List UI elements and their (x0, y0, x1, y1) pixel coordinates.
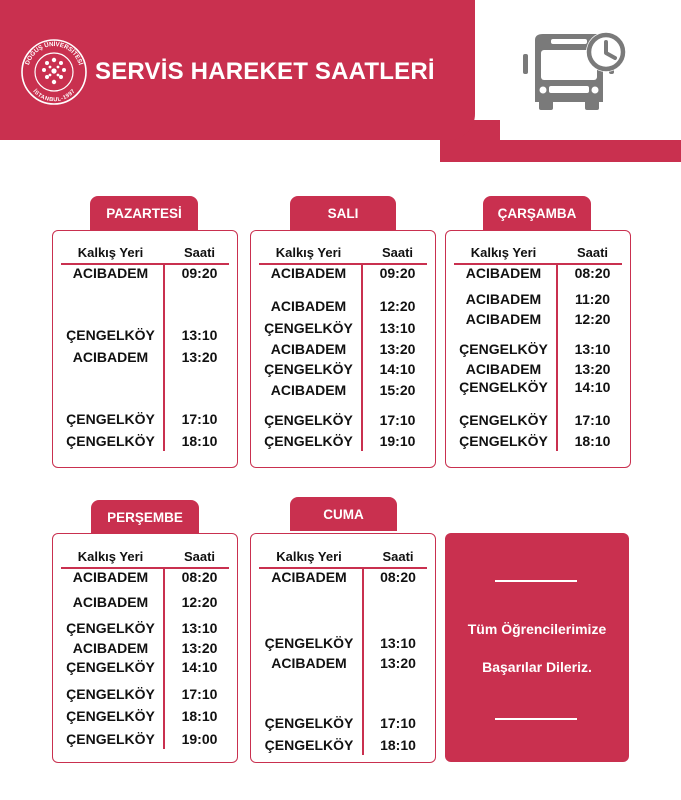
column-header-time: Saati (576, 245, 609, 260)
departure-time: 08:20 (181, 569, 218, 585)
departure-time: 18:10 (181, 708, 218, 724)
column-header-time: Saati (382, 549, 414, 564)
departure-time: 17:10 (380, 715, 416, 731)
departure-place: ACIBADEM (72, 569, 149, 585)
page-title: SERVİS HAREKET SAATLERİ (95, 58, 435, 85)
header-stripe (473, 140, 681, 162)
day-tab: PAZARTESİ (90, 196, 198, 230)
departure-time: 19:00 (181, 731, 218, 747)
departure-place: ACIBADEM (465, 265, 542, 281)
departure-time: 08:20 (380, 569, 416, 585)
day-tab: PERŞEMBE (91, 500, 199, 534)
departure-place: ACIBADEM (72, 265, 149, 281)
column-divider (163, 263, 165, 451)
departure-time: 13:20 (379, 341, 416, 357)
departure-time: 12:20 (181, 594, 218, 610)
departure-place: ÇENGELKÖY (459, 341, 548, 357)
departure-time: 17:10 (181, 686, 218, 702)
column-divider (362, 567, 364, 755)
day-tab: SALI (290, 196, 396, 230)
departure-place: ÇENGELKÖY (66, 686, 155, 702)
svg-text:DOĞUŞ ÜNİVERSİTESİ: DOĞUŞ ÜNİVERSİTESİ (24, 40, 84, 66)
departure-place: ACIBADEM (72, 594, 149, 610)
departure-place: ACIBADEM (465, 361, 542, 377)
column-header-place: Kalkış Yeri (470, 245, 537, 260)
departure-time: 08:20 (574, 265, 611, 281)
departure-place: ÇENGELKÖY (264, 715, 354, 731)
departure-time: 13:20 (181, 349, 218, 365)
departure-place: ÇENGELKÖY (66, 659, 155, 675)
departure-time: 12:20 (574, 311, 611, 327)
day-tab: CUMA (290, 497, 397, 531)
departure-place: ÇENGELKÖY (66, 327, 155, 343)
departure-time: 18:10 (181, 433, 218, 449)
departure-time: 13:10 (380, 635, 416, 651)
departure-time: 17:10 (181, 411, 218, 427)
departure-place: ACIBADEM (270, 341, 347, 357)
departure-place: ACIBADEM (270, 382, 347, 398)
departure-place: ACIBADEM (271, 655, 347, 671)
departure-place: ÇENGELKÖY (66, 731, 155, 747)
departure-place: ACIBADEM (72, 640, 149, 656)
departure-time: 17:10 (379, 412, 416, 428)
departure-time: 18:10 (574, 433, 611, 449)
departure-time: 13:10 (379, 320, 416, 336)
departure-place: ÇENGELKÖY (459, 379, 548, 395)
departure-place: ACIBADEM (270, 265, 347, 281)
departure-time: 09:20 (379, 265, 416, 281)
departure-time: 18:10 (380, 737, 416, 753)
message-box (445, 533, 629, 762)
departure-place: ÇENGELKÖY (66, 620, 155, 636)
column-header-time: Saati (381, 245, 414, 260)
departure-time: 13:10 (574, 341, 611, 357)
departure-place: ACIBADEM (271, 569, 347, 585)
departure-place: ÇENGELKÖY (264, 412, 353, 428)
departure-time: 13:20 (380, 655, 416, 671)
message-divider-top (495, 580, 577, 582)
departure-place: ÇENGELKÖY (459, 412, 548, 428)
departure-time: 13:10 (181, 620, 218, 636)
message-line-2: Başarılar Dileriz. (482, 659, 592, 675)
bus-clock-icon (523, 28, 629, 110)
departure-time: 12:20 (379, 298, 416, 314)
departure-place: ÇENGELKÖY (66, 433, 155, 449)
column-header-time: Saati (183, 245, 216, 260)
message-divider-bottom (495, 718, 577, 720)
departure-place: ÇENGELKÖY (66, 411, 155, 427)
departure-place: ÇENGELKÖY (264, 320, 353, 336)
departure-time: 14:10 (379, 361, 416, 377)
day-tab: ÇARŞAMBA (483, 196, 591, 230)
departure-time: 13:20 (181, 640, 218, 656)
column-divider (361, 263, 363, 451)
column-divider (556, 263, 558, 451)
departure-place: ÇENGELKÖY (264, 635, 354, 651)
departure-time: 13:10 (181, 327, 218, 343)
departure-place: ACIBADEM (270, 298, 347, 314)
departure-place: ÇENGELKÖY (264, 433, 353, 449)
departure-place: ACIBADEM (72, 349, 149, 365)
departure-time: 13:20 (574, 361, 611, 377)
column-header-place: Kalkış Yeri (275, 245, 342, 260)
column-header-time: Saati (183, 549, 216, 564)
university-logo (20, 38, 88, 106)
message-line-1: Tüm Öğrencilerimize (467, 621, 607, 637)
column-header-place: Kalkış Yeri (77, 549, 144, 564)
departure-place: ÇENGELKÖY (264, 361, 353, 377)
departure-place: ÇENGELKÖY (66, 708, 155, 724)
departure-time: 14:10 (181, 659, 218, 675)
departure-place: ACIBADEM (465, 291, 542, 307)
column-divider (163, 567, 165, 749)
departure-place: ÇENGELKÖY (459, 433, 548, 449)
departure-time: 09:20 (181, 265, 218, 281)
departure-time: 15:20 (379, 382, 416, 398)
column-header-place: Kalkış Yeri (77, 245, 144, 260)
departure-place: ACIBADEM (465, 311, 542, 327)
svg-text:İSTANBUL-1997: İSTANBUL-1997 (31, 88, 77, 104)
departure-time: 19:10 (379, 433, 416, 449)
departure-place: ÇENGELKÖY (264, 737, 354, 753)
departure-time: 14:10 (574, 379, 611, 395)
column-header-place: Kalkış Yeri (276, 549, 342, 564)
departure-time: 17:10 (574, 412, 611, 428)
departure-time: 11:20 (574, 291, 611, 307)
